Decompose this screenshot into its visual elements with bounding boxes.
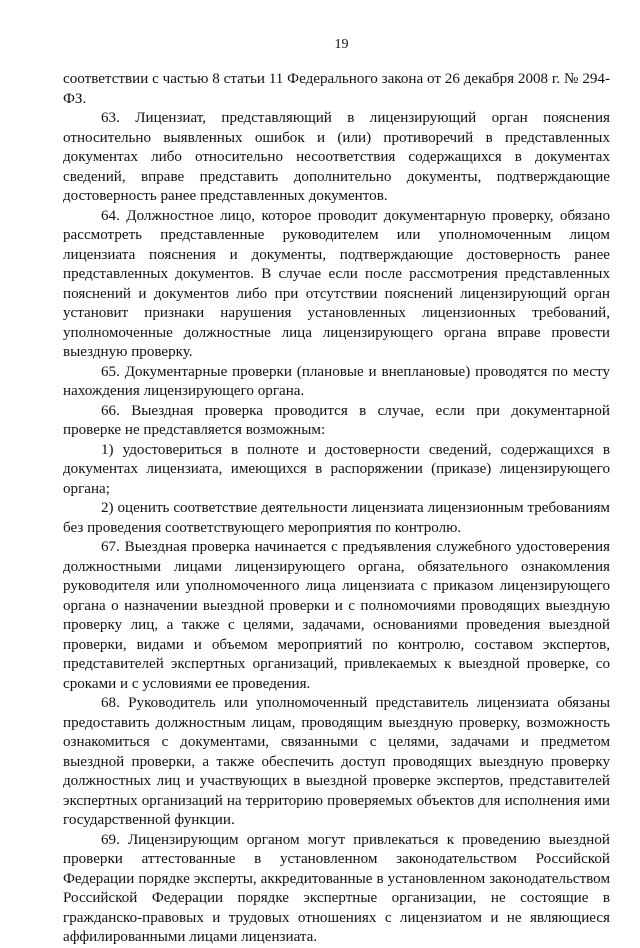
paragraph-continuation: соответствии с частью 8 статьи 11 Федерального закона от 26 декабря 2008 г. № 294-ФЗ. xyxy=(63,71,610,107)
paragraph-66: 66. Выездная проверка проводится в случае, если при документарной проверке не представляется возможным: xyxy=(63,402,610,438)
paragraph-63: 63. Лицензиат, представляющий в лицензирующий орган пояснения относительно выявленных ошибок и (или) противоречий в представленных документах либо относительно несоответствия содержащихся в документах сведений, вправе представить дополнительно документы, подтверждающие достоверность ранее представленных документов. xyxy=(63,110,610,204)
paragraph-69: 69. Лицензирующим органом могут привлекаться к проведению выездной проверки аттестованные в установленном законодательством Российской Федерации порядке эксперты, аккредитованные в установленном законодательством Российской Федерации порядке экспертные организации, не состоящие в гражданско-правовых и трудовых отношениях с лицензиатом и не являющиеся аффилированными лицами лицензиата. xyxy=(63,831,610,945)
paragraph-64: 64. Должностное лицо, которое проводит документарную проверку, обязано рассмотреть представленные руководителем или уполномоченным лицом лицензиата пояснения и документы, подтверждающие достоверность ранее представленных документов. В случае если после рассмотрения представленных пояснений и документов либо при отсутствии пояснений лицензирующий орган установит признаки нарушения установленных лицензионных требований, уполномоченные должностные лица лицензирующего органа вправе провести выездную проверку. xyxy=(63,207,610,360)
paragraph-66-item-2: 2) оценить соответствие деятельности лицензиата лицензионным требованиям без проведения соответствующего мероприятия по контролю. xyxy=(63,500,610,536)
paragraph-66-item-1: 1) удостовериться в полноте и достоверности сведений, содержащихся в документах лицензиата, имеющихся в распоряжении (приказе) лицензирующего органа; xyxy=(63,441,610,497)
paragraph-67: 67. Выездная проверка начинается с предъявления служебного удостоверения должностными лицами лицензирующего органа, обязательного ознакомления руководителя или уполномоченного лица лицензиата с приказом лицензирующего органа о назначении выездной проверки и с полномочиями проводящих выездную проверку лиц, а также с целями, задачами, основаниями проведения выездной проверки, видами и объемом мероприятий по контролю, составом экспертов, представителей экспертных организаций, привлекаемых к выездной проверке, со сроками и с условиями ее проведения. xyxy=(63,539,610,692)
paragraph-65: 65. Документарные проверки (плановые и внеплановые) проводятся по месту нахождения лицензирующего органа. xyxy=(63,363,610,399)
paragraph-68: 68. Руководитель или уполномоченный представитель лицензиата обязаны предоставить должностным лицам, проводящим выездную проверку, возможность ознакомиться с документами, связанными с целями, задачами и предметом выездной проверки, а также обеспечить доступ проводящих выездную проверку должностных лиц и участвующих в выездной проверке экспертов, представителей экспертных организаций на территорию проверяемых объектов для исполнения ими государственной функции. xyxy=(63,695,610,828)
page-number: 19 xyxy=(334,37,349,52)
